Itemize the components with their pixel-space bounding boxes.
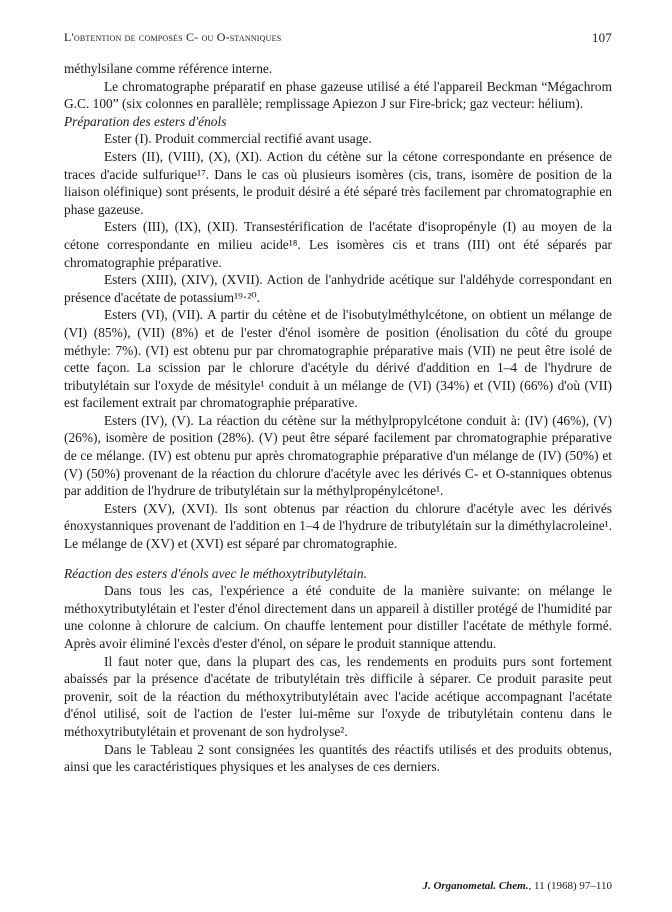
paragraph-tableau-2: Dans le Tableau 2 sont consignées les quantités des réactifs utilisés et des produits obtenus, ainsi que les caractéristiques physiques et les analyses de ces derniers. [64, 741, 612, 775]
section-heading-reaction: Réaction des esters d'énols avec le méthoxytributylétain. [64, 565, 367, 581]
section-heading-preparation: Préparation des esters d'énols [64, 113, 227, 129]
paragraph-ester-i: Ester (I). Produit commercial rectifié avant usage. [104, 131, 372, 147]
paragraph-procedure: Dans tous les cas, l'expérience a été conduite de la manière suivante: on mélange le méthoxytributylétain et l'ester d'énol directement dans un appareil à distiller protégé de l'humidité par une colonne à chlorure de calcium. On chauffe lentement pour distiller l'acétate de méthyle formé. Après avoir éliminé l'excès d'ester d'énol, on sépare le produit stannique attendu. [64, 583, 612, 651]
paragraph-yields-note: Il faut noter que, dans la plupart des cas, les rendements en produits purs sont fortement abaissés par la présence d'acétate de tributylétain très difficile à séparer. Ce produit parasite peut provenir, soit de la réaction du méthoxytributylétain avec l'acide acétique accompagnant l'acétate d'énol utilisé, soit de l'action de l'ester lui-même sur l'oxyde de tributylétain contenu dans le méthoxytributylétain et provenant de son hydrolyse². [64, 653, 612, 739]
paragraph-esters-xiii-xiv-xvii: Esters (XIII), (XIV), (XVII). Action de l'anhydride acétique sur l'aldéhyde correspondant en présence d'acétate de potassium¹⁹·²⁰. [64, 272, 612, 305]
journal-citation: , 11 (1968) 97–110 [528, 880, 612, 892]
paragraph-esters-iv-v: Esters (IV), (V). La réaction du cétène sur la méthylpropylcétone conduit à: (IV) (46%), (V) (26%), isomère de position (28%). (V) peut être séparé facilement par chromatographie préparative de ce mélange. (IV) est obtenu pur après chromatographie préparative d'un mélange de (IV) (50%) et (V) (50%) provenant de la réaction du chlorure d'acétyle avec les dérivés C- et O-stanniques obtenus par addition de l'hydrure de tributylétain sur la méthylpropénylcétone¹. [64, 412, 612, 499]
paragraph-esters-xv-xvi: Esters (XV), (XVI). Ils sont obtenus par réaction du chlorure d'acétyle avec les dérivés énoxystanniques provenant de l'addition en 1–4 de l'hydrure de tributylétain sur la diméthylacroleine¹. Le mélange de (XV) et (XVI) est séparé par chromatographie. [64, 500, 612, 552]
journal-name: J. Organometal. Chem. [422, 880, 529, 892]
paragraph-esters-iii-ix-xii: Esters (III), (IX), (XII). Transestérification de l'acétate d'isopropényle (I) au moyen de la cétone correspondante en milieu acide¹⁸. Les isomères cis et trans (III) ont été séparés par chromatographie préparative. [64, 219, 612, 270]
paragraph-chromatograph: Le chromatographe préparatif en phase gazeuse utilisé a été l'appareil Beckman “Mégachrom G.C. 100” (six colonnes en parallèle; remplissage Apiezon J sur Fire-brick; gaz vecteur: hélium). [64, 78, 612, 112]
article-body [64, 60, 612, 776]
page-number: 107 [591, 30, 612, 45]
running-title: L'obtention de composés C- ou O-stanniques [64, 30, 282, 44]
paragraph-continuation: méthylsilane comme référence interne. [64, 61, 273, 76]
page-footer [422, 880, 612, 892]
paragraph-esters-ii-viii-x-xi: Esters (II), (VIII), (X), (XI). Action du cétène sur la cétone correspondante en présence de traces d'acide sulfurique¹⁷. Dans le cas où plusieurs isomères (cis, trans, isomère de position de la liaison oléfinique) sont présents, le produit désiré a été séparé très facilement par chromatographie en phase gazeuse. [64, 148, 612, 217]
paragraph-esters-vi-vii: Esters (VI), (VII). A partir du cétène et de l'isobutylméthylcétone, on obtient un mélange de (VI) (85%), (VII) (8%) et de l'ester d'énol isomère de position (énolisation du côté du groupe méthyle: 7%). (VI) est obtenu pur par chromatographie préparative mais (VII) ne peut être isolé de cette façon. La scission par le chlorure d'acétyle du dérivé d'addition en 1–4 de l'hydrure de tributylétain sur l'oxyde de mésityle¹ conduit à un mélange de (VI) (34%) et (VII) (66%) d'où (VII) est facilement extrait par chromatographie préparative. [64, 307, 612, 411]
